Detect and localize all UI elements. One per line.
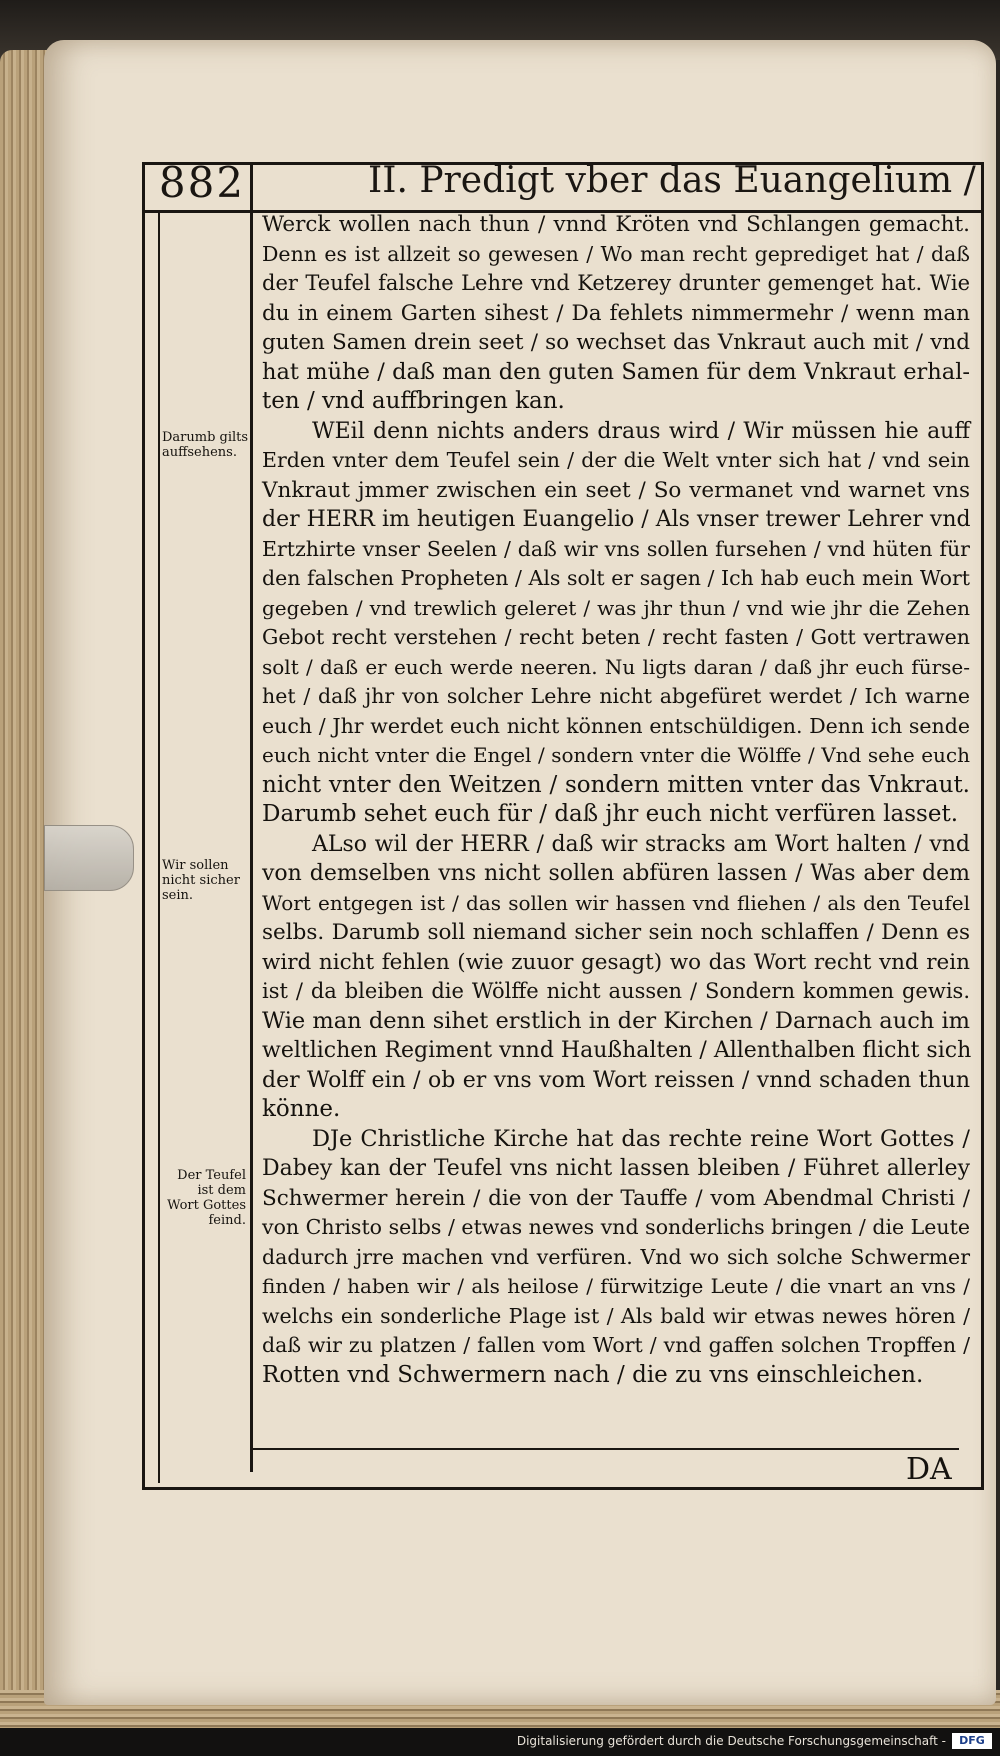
text-line: der Wolff ein / ob er vns vom Wort reissen / vnnd schaden thun bbox=[262, 1067, 970, 1093]
text-line: Denn es ist allzeit so gewesen / Wo man recht geprediget hat / daß bbox=[262, 241, 970, 266]
text-line: Darumb sehet euch für / daß jhr euch nicht verfüren lasset. bbox=[262, 801, 959, 827]
text-line: Wie man denn sihet erstlich in der Kirchen / Darnach auch im bbox=[262, 1007, 970, 1034]
text-line: euch / Jhr werdet euch nicht können entschüldigen. Denn ich sende bbox=[262, 713, 970, 738]
text-line: dadurch jrre machen vnd verfüren. Vnd wo sich solche Schwermer bbox=[262, 1244, 970, 1269]
text-line: Rotten vnd Schwermern nach / die zu vns einschleichen. bbox=[262, 1361, 924, 1388]
margin-inner-rule bbox=[158, 213, 160, 1483]
text-line: DJe Christliche Kirche hat das rechte reine Wort Gottes / bbox=[312, 1125, 970, 1152]
text-line: von demselben vns nicht sollen abfüren lassen / Was aber dem bbox=[262, 861, 970, 886]
text-line: daß wir zu platzen / fallen vom Wort / vnd gaffen solchen Tropffen / bbox=[262, 1333, 970, 1357]
text-line: welchs ein sonderliche Plage ist / Als bald wir etwas newes hören / bbox=[262, 1303, 970, 1328]
page-clip bbox=[44, 825, 134, 891]
text-line: könne. bbox=[262, 1096, 341, 1122]
text-line: solt / daß er euch werde neeren. Nu ligts daran / daß jhr euch fürse- bbox=[262, 654, 970, 679]
text-line: du in einem Garten sihest / Da fehlets nimmermehr / wenn man bbox=[262, 300, 970, 326]
text-line: der Teufel falsche Lehre vnd Ketzerey drunter gemenget hat. Wie bbox=[262, 271, 970, 295]
text-line: Werck wollen nach thun / vnnd Kröten vnd Schlangen gemacht. bbox=[262, 212, 970, 237]
text-line: finden / haben wir / als heilose / fürwitzige Leute / die vnart an vns / bbox=[262, 1274, 970, 1298]
text-line: ten / vnd auffbringen kan. bbox=[262, 388, 565, 414]
text-line: der HERR im heutigen Euangelio / Als vnser trewer Lehrer vnd bbox=[262, 507, 971, 532]
margin-note: Wir sollen nicht sicher sein. bbox=[162, 858, 240, 903]
text-line: Erden vnter dem Teufel sein / der die Welt vnter sich hat / vnd sein bbox=[262, 448, 970, 472]
margin-note: Der Teufel ist dem Wort Gottes feind. bbox=[167, 1168, 246, 1228]
text-line: ist / da bleiben die Wölffe nicht aussen / Sondern kommen gewis. bbox=[262, 979, 970, 1003]
body-text bbox=[262, 210, 970, 1390]
catchword: DA bbox=[906, 1452, 952, 1487]
page-number: 882 bbox=[158, 158, 246, 207]
text-line: het / daß jhr von solcher Lehre nicht abgefüret werdet / Ich warne bbox=[262, 684, 970, 708]
text-line: Vnkraut jmmer zwischen ein seet / So vermanet vnd warnet vns bbox=[262, 477, 970, 503]
text-line: ALso wil der HERR / daß wir stracks am Wort halten / vnd bbox=[312, 831, 970, 857]
text-line: gegeben / vnd trewlich geleret / was jhr thun / vnd wie jhr die Zehen bbox=[262, 595, 970, 620]
text-line: von Christo selbs / etwas newes vnd sonderlichs bringen / die Leute bbox=[262, 1215, 970, 1239]
running-title: II. Predigt vber das Euangelium / bbox=[368, 160, 976, 201]
text-line: WEil denn nichts anders draus wird / Wir müssen hie auff bbox=[312, 418, 970, 444]
text-line: selbs. Darumb soll niemand sicher sein noch schlaffen / Denn es bbox=[262, 920, 970, 945]
text-line: euch nicht vnter die Engel / sondern vnter die Wölffe / Vnd sehe euch bbox=[262, 743, 970, 767]
text-line: Wort entgegen ist / das sollen wir hassen vnd fliehen / als den Teufel bbox=[262, 890, 970, 915]
text-line: Ertzhirte vnser Seelen / daß wir vns sollen fursehen / vnd hüten für bbox=[262, 536, 970, 561]
text-line: nicht vnter den Weitzen / sondern mitten vnter das Vnkraut. bbox=[262, 771, 970, 798]
text-line: den falschen Propheten / Als solt er sagen / Ich hab euch mein Wort bbox=[262, 566, 970, 590]
text-line: Dabey kan der Teufel vns nicht lassen bleiben / Führet allerley bbox=[262, 1156, 970, 1181]
text-line: Gebot recht verstehen / recht beten / recht fasten / Gott vertrawen bbox=[262, 625, 970, 649]
margin-rule bbox=[250, 162, 253, 1472]
text-line: wird nicht fehlen (wie zuuor gesagt) wo das Wort recht vnd rein bbox=[262, 949, 970, 975]
text-line: weltlichen Regiment vnnd Haußhalten / Allenthalben flicht sich bbox=[262, 1038, 972, 1063]
funding-note: Digitalisierung gefördert durch die Deutsche Forschungsgemeinschaft - bbox=[516, 1734, 946, 1748]
text-bottom-rule bbox=[253, 1448, 959, 1450]
margin-note: Darumb gilts auffsehens. bbox=[162, 430, 249, 460]
text-line: Schwermer herein / die von der Tauffe / vom Abendmal Christi / bbox=[262, 1185, 970, 1211]
dfg-logo: DFG bbox=[952, 1733, 992, 1749]
text-line: guten Samen drein seet / so wechset das Vnkraut auch mit / vnd bbox=[262, 330, 970, 355]
text-line: hat mühe / daß man den guten Samen für dem Vnkraut erhal- bbox=[262, 358, 970, 385]
